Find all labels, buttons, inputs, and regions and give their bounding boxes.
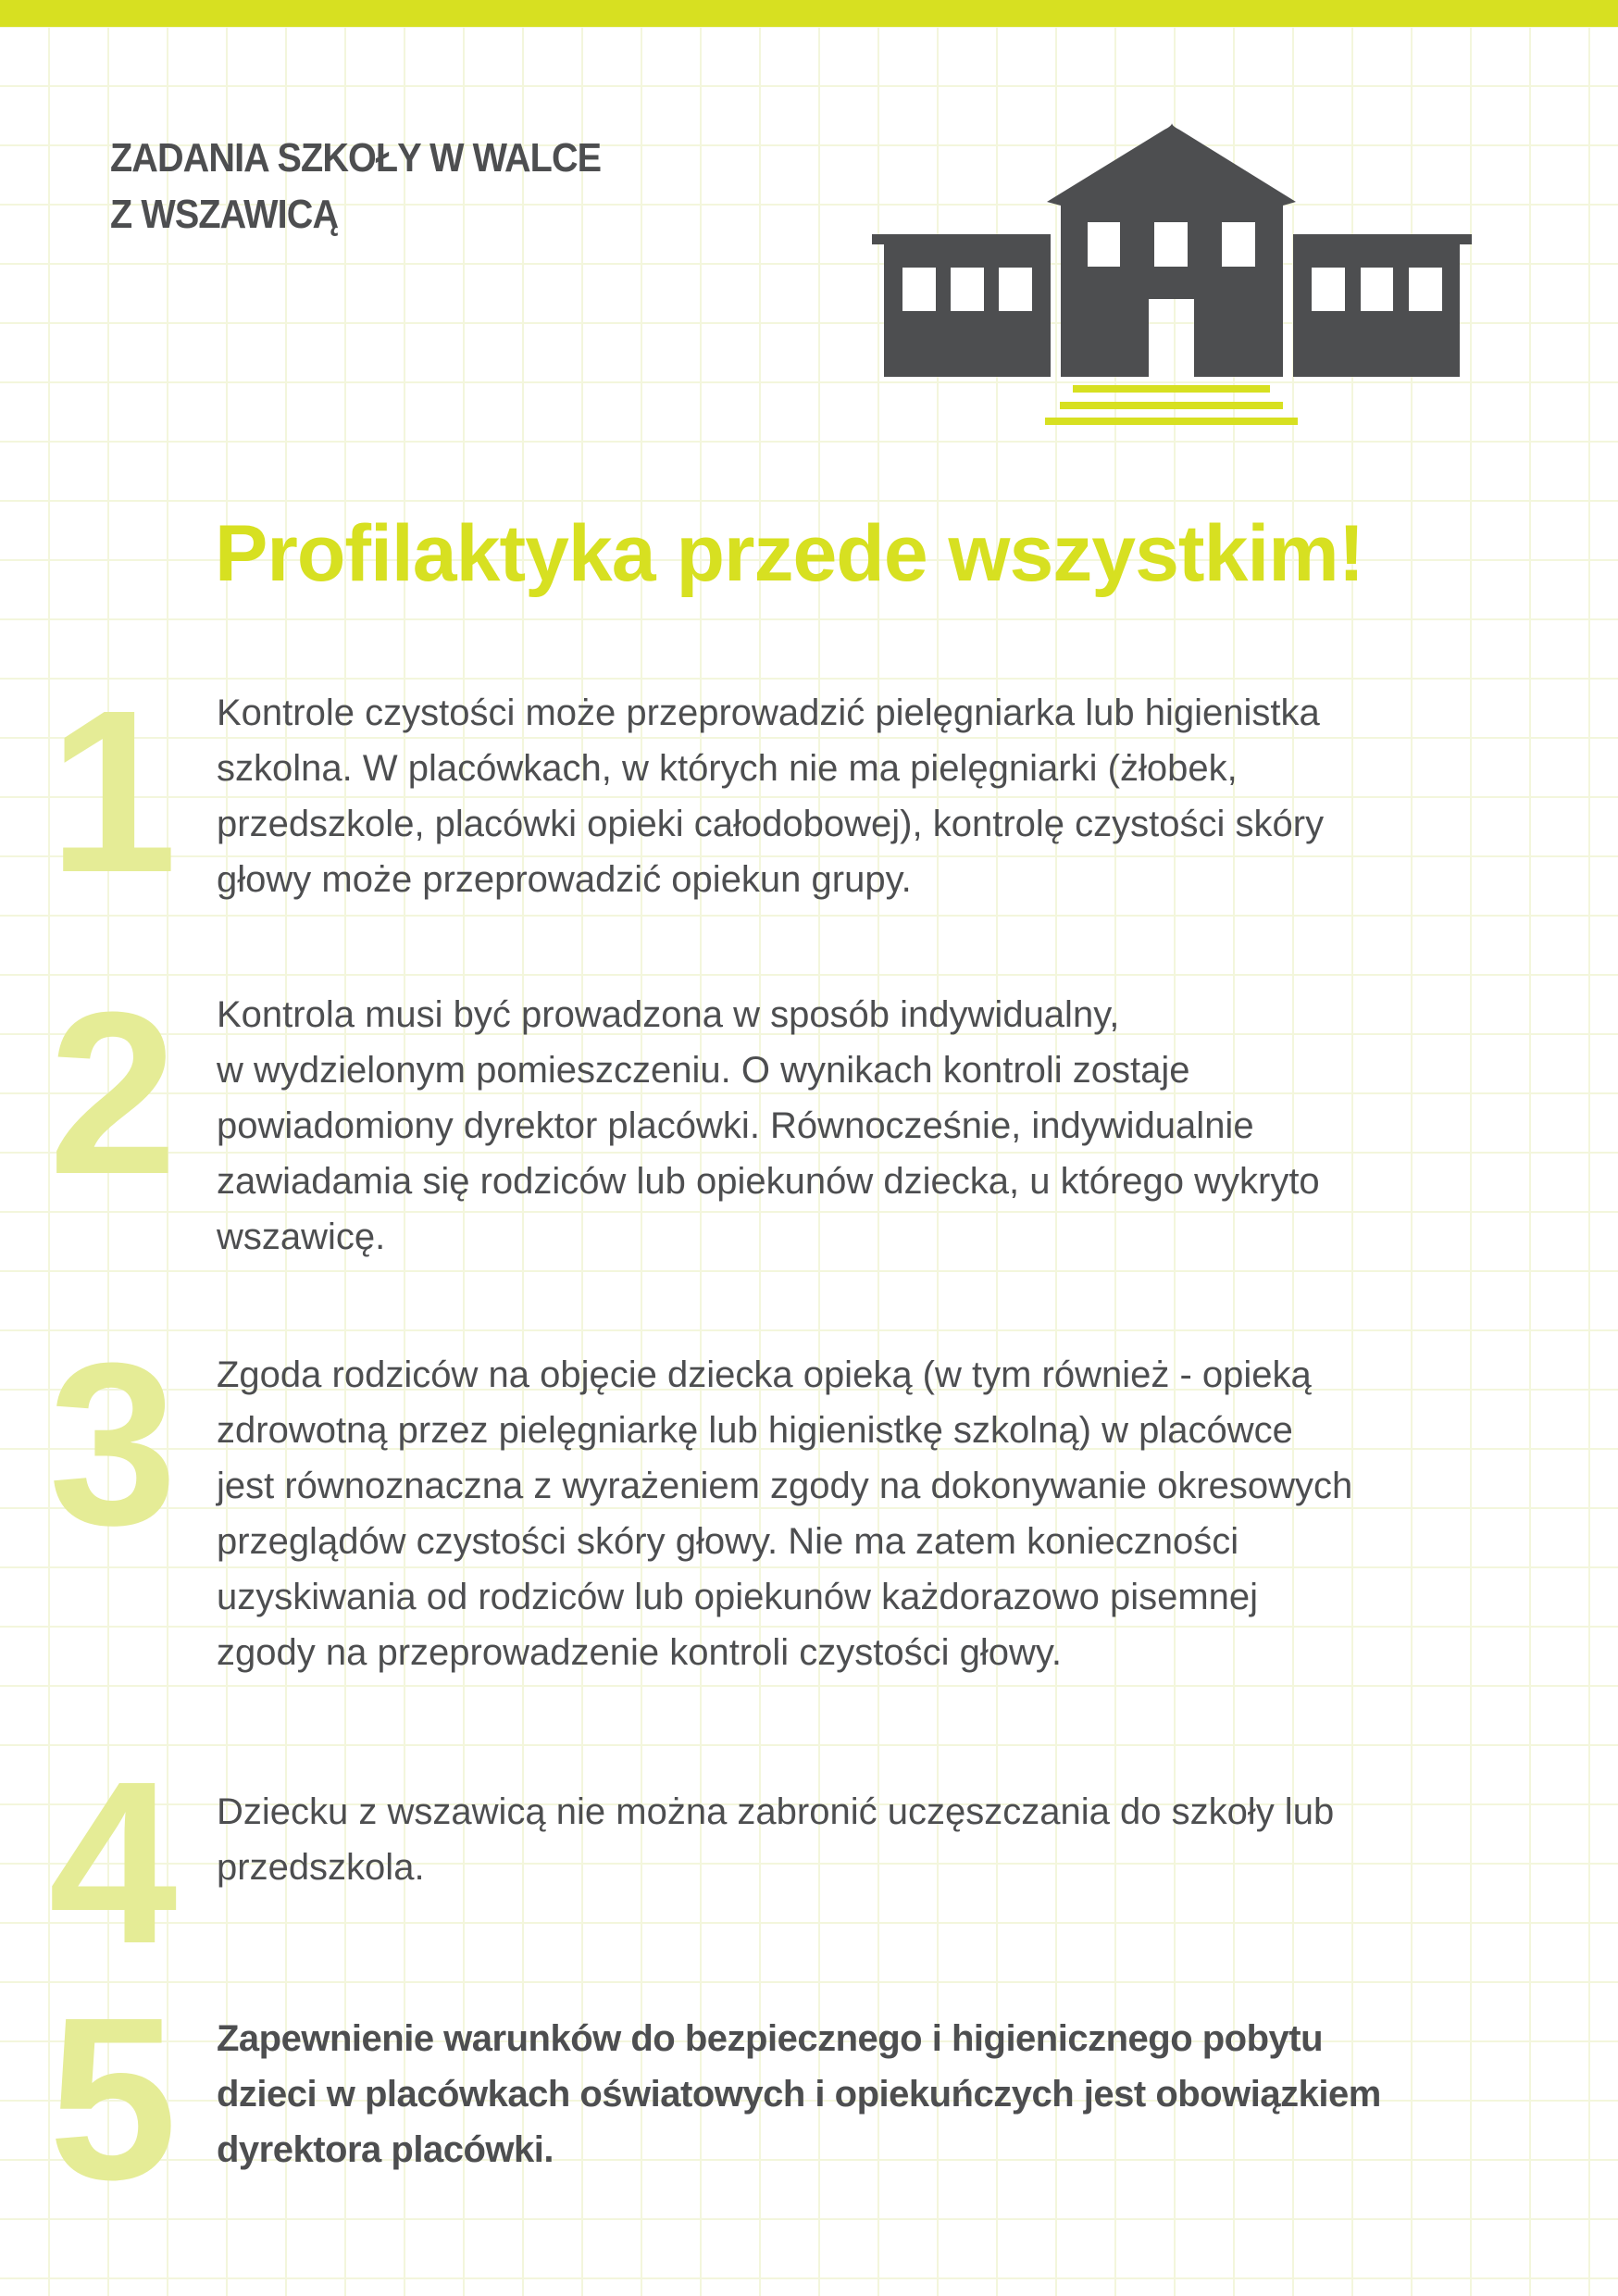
title-line-2: Z WSZAWICĄ <box>110 192 339 237</box>
text-line: przeglądów czystości skóry głowy. Nie ma zatem konieczności <box>217 1521 1239 1562</box>
item-number: 4 <box>48 1733 178 1991</box>
text-line: wszawicę. <box>217 1217 386 1257</box>
text-line: Kontrola musi być prowadzona w sposób indywidualny, <box>217 994 1120 1035</box>
text-line: Dziecku z wszawicą nie można zabronić uczęszczania do szkoły lub <box>217 1791 1335 1832</box>
item-number: 3 <box>48 1315 178 1573</box>
text-line: jest równoznaczna z wyrażeniem zgody na dokonywanie okresowych <box>217 1466 1353 1506</box>
text-line: dzieci w placówkach oświatowych i opiekuńczych jest obowiązkiem <box>217 2074 1381 2115</box>
school-building-icon <box>0 0 1618 444</box>
title-line-1: ZADANIA SZKOŁY W WALCE <box>110 135 602 181</box>
text-line: zawiadamia się rodziców lub opiekunów dziecka, u którego wykryto <box>217 1161 1320 1202</box>
text-line: powiadomiony dyrektor placówki. Równocześnie, indywidualnie <box>217 1105 1254 1146</box>
text-line: szkolna. W placówkach, w których nie ma pielęgniarki (żłobek, <box>217 748 1238 789</box>
item-number: 2 <box>48 964 178 1222</box>
headline: Profilaktyka przede wszystkim! <box>215 509 1364 598</box>
text-line: Kontrole czystości może przeprowadzić pielęgniarka lub higienistka <box>217 693 1320 733</box>
steps <box>1045 385 1298 425</box>
item-text <box>217 987 1320 1265</box>
text-line: przedszkola. <box>217 1847 425 1888</box>
text-line: Zapewnienie warunków do bezpiecznego i higienicznego pobytu <box>217 2018 1324 2059</box>
text-line: przedszkole, placówki opieki całodobowej), kontrolę czystości skóry <box>217 804 1325 844</box>
item-text <box>217 685 1324 907</box>
item-text <box>217 1784 1334 1895</box>
text-line: uzyskiwania od rodziców lub opiekunów każdorazowo pisemnej <box>217 1577 1259 1617</box>
text-line: głowy może przeprowadzić opiekun grupy. <box>217 859 912 900</box>
text-line: zdrowotną przez pielęgniarkę lub higienistkę szkolną) w placówce <box>217 1410 1293 1451</box>
item-number: 1 <box>48 662 178 920</box>
item-text <box>217 1347 1352 1680</box>
item-number: 5 <box>48 1969 178 2227</box>
text-line: w wydzielonym pomieszczeniu. O wynikach kontroli zostaje <box>217 1050 1190 1091</box>
text-line: Zgoda rodziców na objęcie dziecka opieką (w tym również - opieką <box>217 1354 1312 1395</box>
text-line: zgody na przeprowadzenie kontroli czystości głowy. <box>217 1632 1063 1673</box>
item-text <box>217 2011 1381 2177</box>
text-line: dyrektora placówki. <box>217 2129 554 2170</box>
